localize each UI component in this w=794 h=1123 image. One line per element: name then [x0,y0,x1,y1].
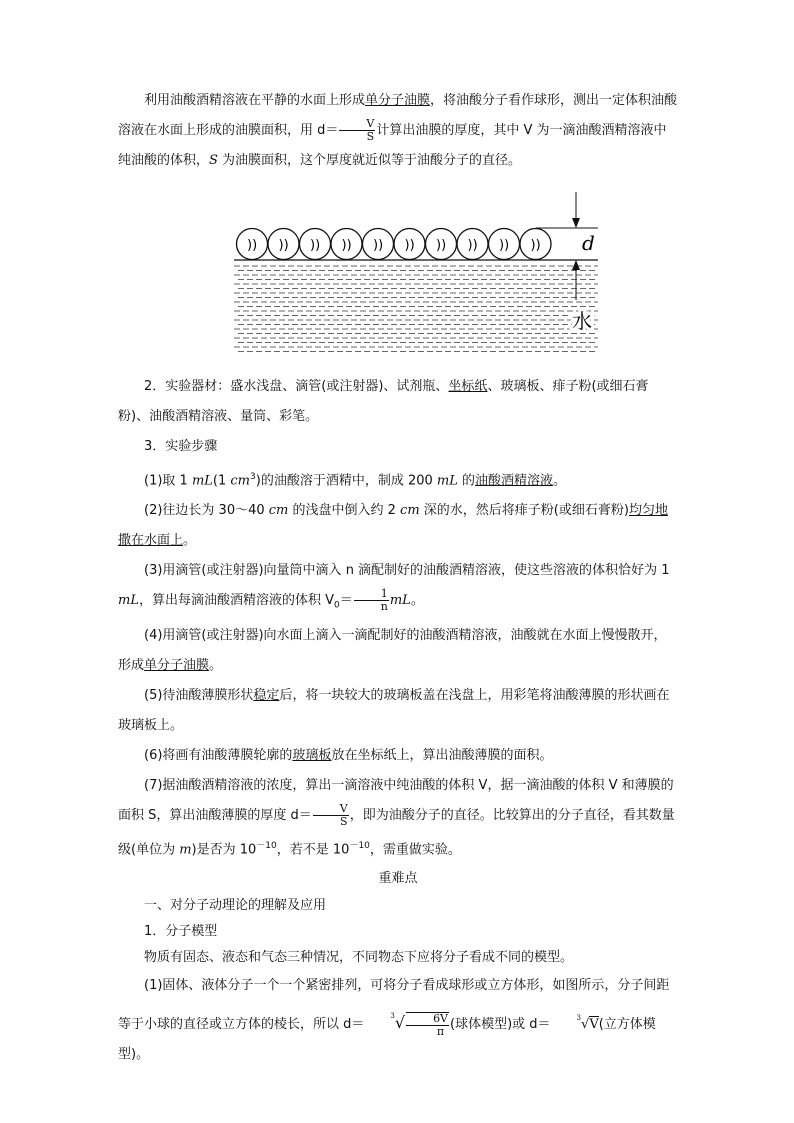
molecule-tail-mark: )) [373,238,384,253]
water-surface [234,260,598,352]
text: (1)固体、液体分子一个一个紧密排列，可将分子看成球形或立方体形，如图所示，分子间距等于小球的直径或立方体的棱长，所以 d＝ [118,978,670,1033]
text: 2．实验器材：盛水浅盘、滴管(或注射器)、试剂瓶、 [144,379,449,394]
cube-root-v [551,1003,599,1040]
molecule-tail-mark: )) [404,238,415,253]
text: 。 [209,657,223,673]
underlined-term: 玻璃板 [292,747,332,763]
radicand: V [589,1017,599,1033]
text: ，即为油酸分子的直径。比较算出的分子直径，看其数量级(单位为 [118,807,675,858]
numerator: V [339,118,375,131]
unit: cm [268,503,289,519]
unit: mL [191,473,213,489]
unit: m [179,842,192,858]
model-paragraph [118,971,678,1070]
text: ＝ [339,593,353,609]
radical-sign: √ [581,1017,590,1033]
numerator: V [313,803,349,816]
fraction-v-over-s [339,118,375,143]
step-2 [118,496,678,556]
unit: mL [118,593,139,609]
text: ，需重做实验。 [369,842,461,858]
step-3 [118,556,678,621]
text: )的油酸溶于酒精中，制成 200 [255,473,437,489]
molecule-tail-mark: )) [278,238,289,253]
text: 利用油酸酒精溶液在平静的水面上形成 [144,93,366,108]
oil-film-diagram [226,182,606,362]
text: 计算出油膜的厚度，其中 V 为一滴油酸酒精溶液中纯油酸的体积， [118,123,667,168]
text: 。 [553,473,567,489]
underlined-term: 坐标纸 [448,379,488,394]
radical-sign: √ [394,1013,406,1033]
unit: mL [389,593,411,609]
denominator: S [339,814,348,828]
text: )是否为 10 [191,842,257,858]
denominator: n [380,600,388,614]
arrow-down-head [572,218,580,228]
root-index: 3 [576,1014,582,1023]
text: ，将油酸分子看作球形，测出一定体积油酸溶液在水面上形成的油膜面积，用 d＝ [118,93,678,138]
fraction-v-over-s [313,803,349,828]
section-1-heading: 一、对分子动理论的理解及应用 [144,898,327,914]
radicand-fraction [406,1012,449,1038]
text: (2)往边长为 30～40 [144,503,269,519]
step-7 [118,771,678,865]
text: (7)据油酸酒精溶液的浓度，算出一滴溶液中纯油酸的体积 V，据一滴油酸的体积 V 和薄膜的面积 S，算出油酸薄膜的厚度 d＝ [118,777,674,823]
underlined-term: 均匀地撒在水面上 [118,503,668,549]
section-3-title: 3．实验步骤 [144,439,218,454]
text: 的浅盘中倒入约 2 [288,503,401,519]
text: 。 [410,593,424,609]
text: ，算出每滴油酸酒精溶液的体积 V [138,593,334,609]
section-2-paragraph [118,372,678,432]
subscript: 0 [334,600,340,611]
step-5 [118,681,678,741]
arrow-up-head [572,260,580,270]
oil-molecules [237,229,552,260]
text: 。 [183,533,197,549]
molecule-tail-mark: )) [247,238,258,253]
text: 的 [457,473,476,489]
molecule-tail-mark: )) [467,238,478,253]
text: 、玻璃板、痱子粉(或细石膏粉)、油酸酒精溶液、量筒、彩笔。 [118,379,649,424]
variable: S [209,153,218,168]
underlined-term: 单分子油膜 [365,93,431,108]
molecule-tail-mark: )) [436,238,447,253]
molecule-tail-mark: )) [310,238,321,253]
step-1: (1)取 1 mL(1 $cm^3$)的油酸溶于酒精中，制成 200 mL 的油酸酒精溶液。 [144,472,567,489]
text: (4)用滴管(或注射器)向水面上滴入一滴配制好的油酸酒精溶液，油酸就在水面上慢慢散开，形成 [118,627,667,673]
underlined-term: 稳定 [253,687,280,703]
text: 深的水，然后将痱子粉(或细石膏粉) [419,503,629,519]
denominator: S [366,130,375,143]
unit: mL [436,473,458,489]
text: (立方体模型)。 [118,1017,656,1063]
intro-paragraph [118,86,678,176]
text: 后，将一块较大的玻璃板盖在浅盘上，用彩笔将油酸薄膜的形状画在玻璃板上。 [118,687,670,733]
text: (1 [212,473,231,489]
text: (3)用滴管(或注射器)向量筒中滴入 n 滴配制好的油酸酒精溶液，使这些溶液的体积恰好为 1 [144,563,670,579]
text: (5)待油酸薄膜形状 [144,687,254,703]
unit: cm [400,503,420,519]
exponent: －10 [256,840,277,851]
states-paragraph: 物质有固态、液态和气态三种情况，不同物态下应将分子看成不同的模型。 [144,950,574,966]
molecule-tail-mark: )) [530,238,541,253]
document-page [118,86,678,1070]
subsection-1-heading: 1．分子模型 [144,924,218,940]
numerator: 6V [406,1013,449,1026]
label-water: 水 [572,309,592,333]
denominator: π [436,1024,445,1038]
text: 放在坐标纸上，算出油酸薄膜的面积。 [331,747,553,763]
underlined-term: 单分子油膜 [144,657,210,673]
step-6 [118,741,678,771]
text: (1)取 1 [144,473,192,489]
text: (6)将画有油酸薄膜轮廓的 [144,747,293,763]
molecule-tail-mark: )) [499,238,510,253]
text: ，若不是 10 [276,842,350,858]
oil-film-figure [226,182,606,362]
root-index: 3 [390,1012,395,1021]
step-4 [118,621,678,681]
unit: cm [230,473,251,489]
label-d: d [582,231,595,255]
numerator: 1 [354,588,389,601]
cube-root-6v-over-pi [364,1001,450,1040]
molecule-tail-mark: )) [341,238,352,253]
key-points-heading: 重难点 [378,871,418,887]
text: (球体模型)或 d＝ [450,1017,551,1033]
fraction-1-over-n [354,588,389,613]
exponent: －10 [349,840,370,851]
underlined-term: 油酸酒精溶液 [475,473,554,489]
text: 为油膜面积，这个厚度就近似等于油酸分子的直径。 [217,153,522,168]
